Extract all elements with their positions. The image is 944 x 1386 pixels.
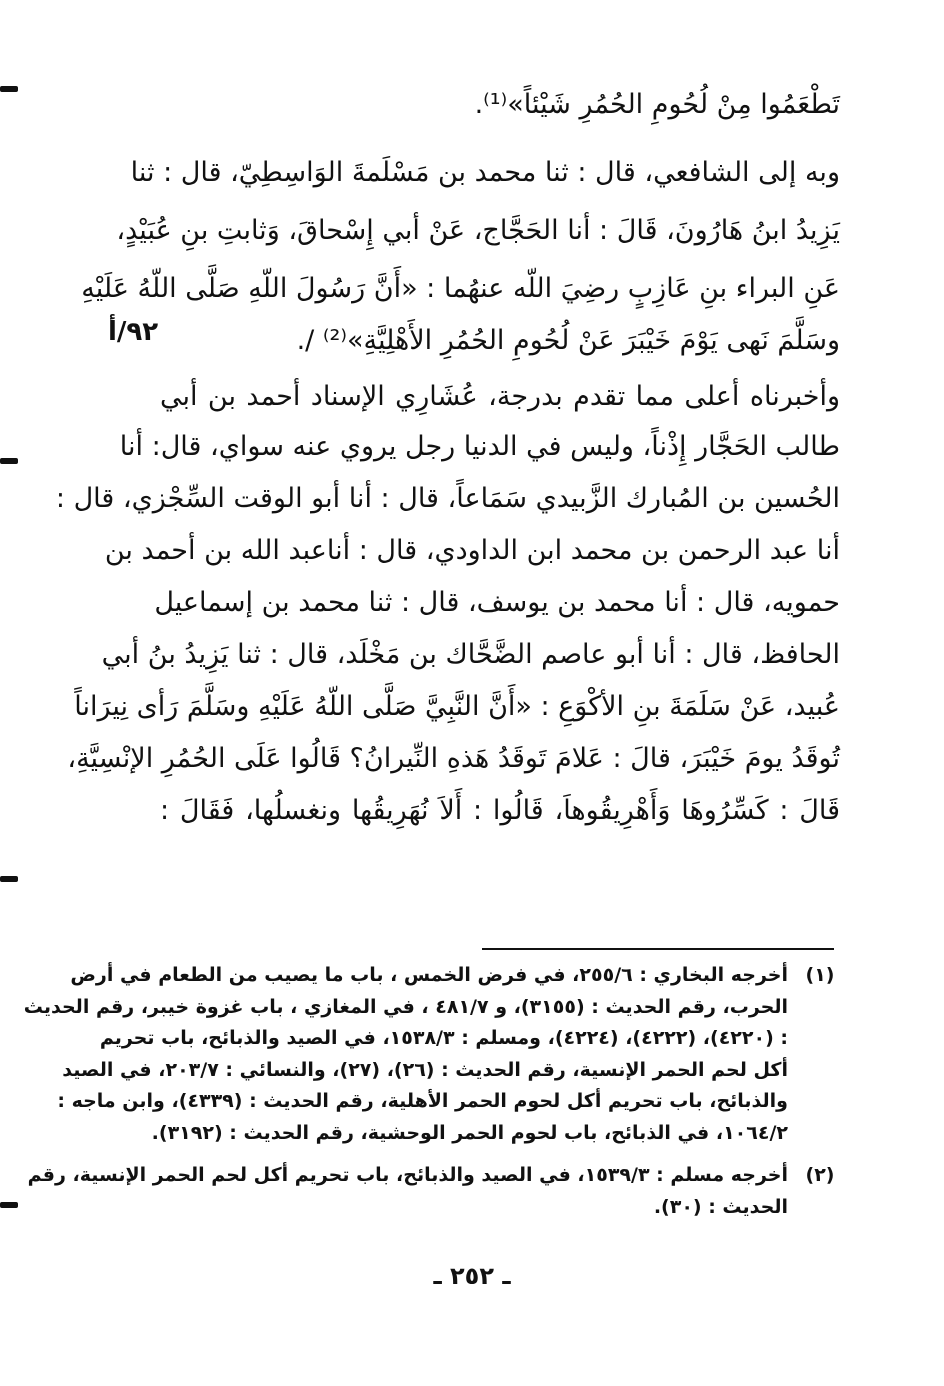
text-line: تَطْعَمُوا مِنْ لُحُومِ الحُمُرِ شَيْئاً»⁽¹⁾. <box>474 89 840 120</box>
text-line: عَنِ البراء بنِ عَازِبٍ رضِيَ اللّه عنهُما : «أَنَّ رَسُولَ اللّهِ صَلَّى اللّهُ عَلَيْهِ <box>81 273 840 304</box>
text-line: الحافظ، قال : أنا أبو عاصم الضَّحَّاك بن مَخْلَد، قال : ثنا يَزِيدُ بنُ أبي <box>101 639 840 670</box>
text-line: طالب الحَجَّار إِذْناً، وليس في الدنيا رجل يروي عنه سواي، قال: أنا <box>119 431 840 462</box>
footnote-line: الحرب، رقم الحديث : (٣١٥٥)، و ٤٨١/٧ ، في المغازي ، باب غزوة خيبر، رقم الحديث <box>23 995 788 1018</box>
scan-edge-mark <box>0 1202 18 1208</box>
text-line: حمويه، قال : أنا محمد بن يوسف، قال : ثنا محمد بن إسماعيل <box>154 587 840 618</box>
footnote-line: أخرجه مسلم : ١٥٣٩/٣، في الصيد والذبائح، باب تحريم أكل لحم الحمر الإنسية، رقم <box>27 1164 788 1186</box>
footnote-number: (٢) <box>805 1164 835 1186</box>
text-line: قَالَ : كَسِّرُوهَا وَأَهْرِيقُوهاَ، قَالُوا : أَلاَ نُهَرِيقُها ونغسلُها، فَقَالَ : <box>160 795 840 826</box>
text-line: عُبيد، عَنْ سَلَمَةَ بنِ الأكْوَعِ : «أَنَّ النَّبِيَّ صَلَّى اللّهُ عَلَيْهِ وسَلَّمَ رَأى نِيرَاناً <box>74 691 840 722</box>
footnote-separator <box>482 948 834 950</box>
footnote-line: : (٤٢٢٠)، (٤٢٢٢)، (٤٢٢٤)، ومسلم : ١٥٣٨/٣، في الصيد والذبائح، باب تحريم <box>99 1027 788 1049</box>
footnote-line: الحديث : (٣٠). <box>653 1195 788 1218</box>
footnote-2 <box>27 1160 840 1223</box>
footnote-line: ١٠٦٤/٢، في الذبائح، باب لحوم الحمر الوحشية، رقم الحديث : (٣١٩٢). <box>151 1121 788 1144</box>
page-number: ـ ٢٥٢ ـ <box>433 1262 511 1290</box>
text-line: أنا عبد الرحمن بن محمد ابن الداودي، قال : أناعبد الله بن أحمد بن <box>104 535 840 566</box>
scan-edge-mark <box>0 458 18 464</box>
text-line: وبه إلى الشافعي، قال : ثنا محمد بن مَسْلَمةَ الوَاسِطِيّ، قال : ثنا <box>130 157 840 188</box>
text-line: الحُسين بن المُبارك الزَّبيدي سَمَاعاً، قال : أنا أبو الوقت السِّجْزي، قال : <box>55 483 840 514</box>
folio-margin-note: ٩٢/أ <box>108 317 159 347</box>
footnote-line: أكل لحم الحمر الإنسية، رقم الحديث : (٢٦)، (٢٧)، والنسائي : ٢٠٣/٧، في الصيد <box>62 1058 788 1081</box>
text-line: تُوقَدُ يومَ خَيْبَرَ، قالَ : عَلامَ تَوقَدُ هَذهِ النِّيرانُ؟ قَالُوا عَلَى الحُمُرِ الإنْسِيَّةِ، <box>67 743 840 774</box>
scan-edge-mark <box>0 876 18 882</box>
footnote-line: أخرجه البخاري : ٢٥٥/٦، في فرض الخمس ، باب ما يصيب من الطعام في أرض <box>70 964 788 986</box>
text-line: وأخبرناه أعلى مما تقدم بدرجة، عُشَارِي الإسناد أحمد بن أبي <box>160 381 840 412</box>
text-line: وسَلَّمَ نَهى يَوْمَ خَيْبَرَ عَنْ لُحُومِ الحُمُرِ الأَهْلِيَّةِ»⁽²⁾ /. <box>296 325 840 356</box>
footnote-line: والذبائح، باب تحريم أكل لحوم الحمر الأهلية، رقم الحديث : (٤٣٣٩)، وابن ماجه : <box>57 1090 788 1112</box>
text-line: يَزِيدُ ابنُ هَارُونَ، قَالَ : أنا الحَجَّاج، عَنْ أبي إِسْحاقَ، وَثابتِ بنِ عُبَيْدٍ، <box>116 215 840 246</box>
footnote-1 <box>23 960 840 1149</box>
scan-edge-mark <box>0 86 18 92</box>
footnote-number: (١) <box>805 964 835 986</box>
